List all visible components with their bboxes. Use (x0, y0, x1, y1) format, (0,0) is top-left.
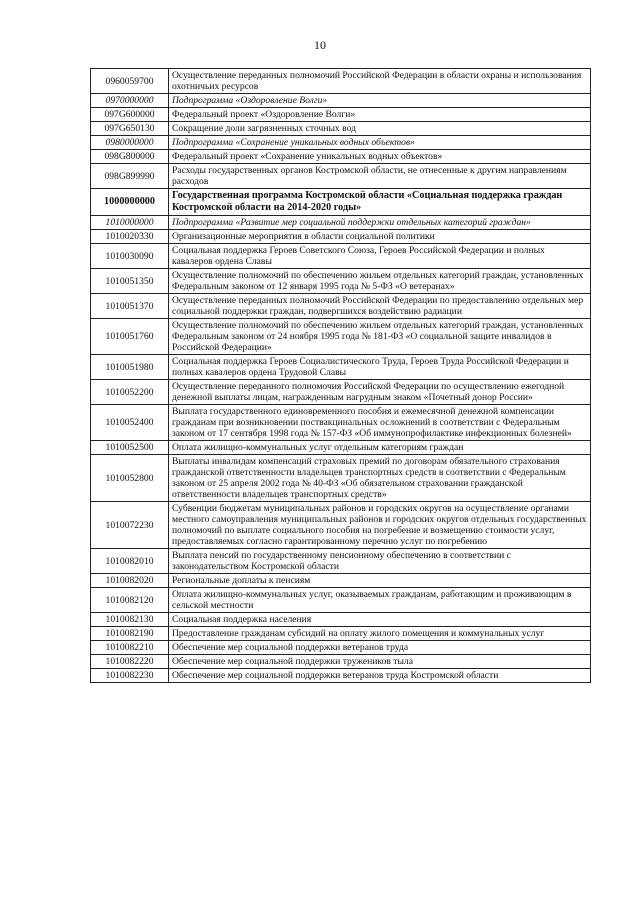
table-row (91, 627, 591, 641)
row-name: Субвенции бюджетам муниципальных районов и городских округов на осуществление органами местного самоуправления муниципальных районов и городских округов отдельных государственных полномочий по выплате социального пособия на погребение и возмещению стоимости услуг, предоставляемых согласно гарантированному перечню услуг по погребению (169, 502, 591, 549)
row-code: 1010082220 (91, 655, 169, 669)
table-row (91, 455, 591, 502)
table-row (91, 69, 591, 94)
row-code: 1010052800 (91, 455, 169, 502)
row-name: Осуществление переданного полномочия Российской Федерации по осуществлению ежегодной денежной выплаты лицам, награжденным нагрудным знаком «Почетный донор России» (169, 380, 591, 405)
row-name: Государственная программа Костромской области «Социальная поддержка граждан Костромской области на 2014-2020 годы» (169, 189, 591, 216)
table-row (91, 405, 591, 441)
row-code: 098G800000 (91, 150, 169, 164)
row-name: Выплата пенсий по государственному пенсионному обеспечению в соответствии с законодательством Костромской области (169, 549, 591, 574)
row-name: Осуществление переданных полномочий Российской Федерации по предоставлению отдельных мер социальной поддержки граждан, подвергшихся воздействию радиации (169, 294, 591, 319)
table-row (91, 588, 591, 613)
row-name: Обеспечение мер социальной поддержки ветеранов труда Костромской области (169, 669, 591, 683)
table-row (91, 613, 591, 627)
row-code: 0980000000 (91, 136, 169, 150)
row-name: Социальная поддержка Героев Социалистического Труда, Героев Труда Российской Федерации и полных кавалеров ордена Трудовой Славы (169, 355, 591, 380)
row-code: 1010082020 (91, 574, 169, 588)
row-code: 1010082120 (91, 588, 169, 613)
table-row (91, 189, 591, 216)
row-name: Выплата государственного единовременного пособия и ежемесячной денежной компенсации гражданам при возникновении поствакцинальных осложнений в соответствии с Федеральным законом от 17 сентября 1998 года № 157-ФЗ «Об иммунопрофилактике инфекционных болезней» (169, 405, 591, 441)
row-code: 1010052500 (91, 441, 169, 455)
row-code: 1010051370 (91, 294, 169, 319)
table-row (91, 150, 591, 164)
table-row (91, 269, 591, 294)
row-name: Осуществление полномочий по обеспечению жильем отдельных категорий граждан, установленных Федеральным законом от 12 января 1995 года № 5-ФЗ «О ветеранах» (169, 269, 591, 294)
row-name: Сокращение доли загрязненных сточных вод (169, 122, 591, 136)
row-code: 1010082210 (91, 641, 169, 655)
row-name: Подпрограмма «Развитие мер социальной поддержки отдельных категорий граждан» (169, 216, 591, 230)
row-name: Обеспечение мер социальной поддержки тружеников тыла (169, 655, 591, 669)
row-code: 097G600000 (91, 108, 169, 122)
table-row (91, 655, 591, 669)
row-code: 1010082130 (91, 613, 169, 627)
table-body (91, 69, 591, 683)
row-code: 1010051980 (91, 355, 169, 380)
row-code: 1010072230 (91, 502, 169, 549)
table-row (91, 319, 591, 355)
table-row (91, 216, 591, 230)
row-code: 1010082010 (91, 549, 169, 574)
row-code: 1010052200 (91, 380, 169, 405)
row-name: Подпрограмма «Сохранение уникальных водных объектов» (169, 136, 591, 150)
row-code: 1010052400 (91, 405, 169, 441)
table-row (91, 136, 591, 150)
table-row (91, 641, 591, 655)
row-code: 1010030090 (91, 244, 169, 269)
row-name: Предоставление гражданам субсидий на оплату жилого помещения и коммунальных услуг (169, 627, 591, 641)
row-code: 1000000000 (91, 189, 169, 216)
row-code: 0970000000 (91, 94, 169, 108)
table-row (91, 549, 591, 574)
row-name: Обеспечение мер социальной поддержки ветеранов труда (169, 641, 591, 655)
budget-codes-table (90, 68, 591, 683)
row-code: 1010051350 (91, 269, 169, 294)
table-row (91, 355, 591, 380)
row-name: Федеральный проект «Сохранение уникальных водных объектов» (169, 150, 591, 164)
row-name: Социальная поддержка населения (169, 613, 591, 627)
table-row (91, 502, 591, 549)
row-name: Оплата жилищно-коммунальных услуг, оказываемых гражданам, работающим и проживающим в сельской местности (169, 588, 591, 613)
row-name: Организационные мероприятия в области социальной политики (169, 230, 591, 244)
row-name: Региональные доплаты к пенсиям (169, 574, 591, 588)
table-row (91, 122, 591, 136)
row-code: 1010020330 (91, 230, 169, 244)
row-name: Оплата жилищно-коммунальных услуг отдельным категориям граждан (169, 441, 591, 455)
page-number: 10 (314, 38, 326, 52)
row-code: 0960059700 (91, 69, 169, 94)
row-code: 1010082230 (91, 669, 169, 683)
table-row (91, 244, 591, 269)
row-name: Расходы государственных органов Костромской области, не отнесенные к другим направлениям расходов (169, 164, 591, 189)
table-row (91, 380, 591, 405)
row-name: Осуществление переданных полномочий Российской Федерации в области охраны и использования охотничьих ресурсов (169, 69, 591, 94)
table-row (91, 94, 591, 108)
row-name: Выплаты инвалидам компенсаций страховых премий по договорам обязательного страхования гражданской ответственности владельцев транспортных средств в соответствии с Федеральным законом от 25 апреля 2002 года № 40-ФЗ «Об обязательном страховании гражданской ответственности владельцев транспортных средств» (169, 455, 591, 502)
table-row (91, 574, 591, 588)
row-code: 1010000000 (91, 216, 169, 230)
table-row (91, 669, 591, 683)
row-name: Федеральный проект «Оздоровление Волги» (169, 108, 591, 122)
row-code: 098G899990 (91, 164, 169, 189)
table-row (91, 164, 591, 189)
table-row (91, 441, 591, 455)
row-code: 1010082190 (91, 627, 169, 641)
row-name: Осуществление полномочий по обеспечению жильем отдельных категорий граждан, установленных Федеральным законом от 24 ноября 1995 года № 181-ФЗ «О социальной защите инвалидов в Российской Федерации» (169, 319, 591, 355)
row-name: Социальная поддержка Героев Советского Союза, Героев Российской Федерации и полных кавалеров ордена Славы (169, 244, 591, 269)
row-code: 1010051760 (91, 319, 169, 355)
table-row (91, 230, 591, 244)
table-row (91, 108, 591, 122)
table-row (91, 294, 591, 319)
row-code: 097G650130 (91, 122, 169, 136)
row-name: Подпрограмма «Оздоровление Волги» (169, 94, 591, 108)
